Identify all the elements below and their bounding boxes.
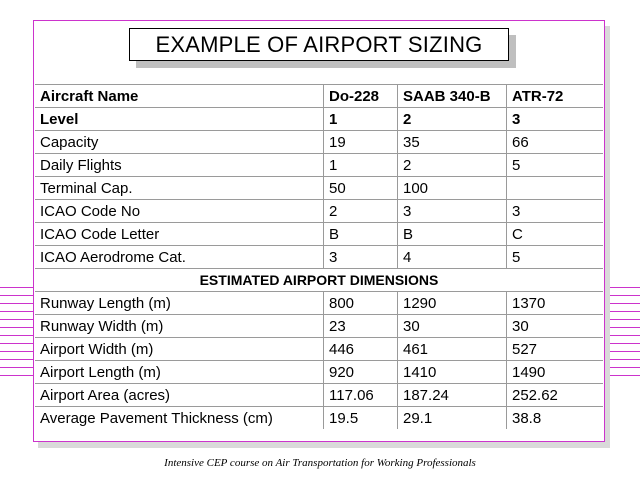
table-row	[35, 338, 603, 361]
cell-value: 800	[324, 292, 398, 315]
row-label: Average Pavement Thickness (cm)	[35, 407, 324, 430]
row-label: Capacity	[35, 131, 324, 154]
cell-value: 1370	[507, 292, 604, 315]
row-label: ICAO Aerodrome Cat.	[35, 246, 324, 269]
cell-value: 2	[398, 154, 507, 177]
cell-value: 1490	[507, 361, 604, 384]
table-row	[35, 131, 603, 154]
table-row	[35, 108, 603, 131]
slide-title: EXAMPLE OF AIRPORT SIZING	[129, 28, 509, 61]
table-row	[35, 407, 603, 430]
cell-value: 5	[507, 246, 604, 269]
table-row	[35, 177, 603, 200]
table-row	[35, 223, 603, 246]
cell-value: 4	[398, 246, 507, 269]
cell-value: 35	[398, 131, 507, 154]
cell-value: 100	[398, 177, 507, 200]
cell-value: 3	[507, 200, 604, 223]
cell-value: 3	[398, 200, 507, 223]
row-label: ICAO Code Letter	[35, 223, 324, 246]
cell-value: 1	[324, 108, 398, 131]
row-label: Runway Width (m)	[35, 315, 324, 338]
cell-value: 2	[324, 200, 398, 223]
cell-value: 1410	[398, 361, 507, 384]
cell-value: 527	[507, 338, 604, 361]
header-cell: Aircraft Name	[35, 85, 324, 108]
row-label: ICAO Code No	[35, 200, 324, 223]
row-label: Airport Length (m)	[35, 361, 324, 384]
section-heading-row	[35, 269, 603, 292]
row-label: Terminal Cap.	[35, 177, 324, 200]
cell-value: 3	[507, 108, 604, 131]
row-label: Daily Flights	[35, 154, 324, 177]
table-header-row	[35, 85, 603, 108]
cell-value: 50	[324, 177, 398, 200]
table-row	[35, 246, 603, 269]
cell-value: 5	[507, 154, 604, 177]
cell-value: B	[398, 223, 507, 246]
cell-value: 30	[507, 315, 604, 338]
cell-value: 187.24	[398, 384, 507, 407]
cell-value: 19	[324, 131, 398, 154]
cell-value: 446	[324, 338, 398, 361]
airport-sizing-table	[35, 84, 603, 429]
table-row	[35, 200, 603, 223]
table-row	[35, 315, 603, 338]
row-label: Airport Width (m)	[35, 338, 324, 361]
table-row	[35, 361, 603, 384]
cell-value: 117.06	[324, 384, 398, 407]
cell-value: B	[324, 223, 398, 246]
header-cell: SAAB 340-B	[398, 85, 507, 108]
table-row	[35, 154, 603, 177]
table-row	[35, 292, 603, 315]
footer-caption: Intensive CEP course on Air Transportation for Working Professionals	[164, 457, 476, 469]
header-cell: Do-228	[324, 85, 398, 108]
decorative-lines-right	[610, 287, 640, 379]
row-label: Runway Length (m)	[35, 292, 324, 315]
cell-value: C	[507, 223, 604, 246]
row-label: Level	[35, 108, 324, 131]
cell-value: 3	[324, 246, 398, 269]
cell-value: 66	[507, 131, 604, 154]
section-heading: ESTIMATED AIRPORT DIMENSIONS	[35, 269, 603, 292]
cell-value: 461	[398, 338, 507, 361]
cell-value: 30	[398, 315, 507, 338]
cell-value: 2	[398, 108, 507, 131]
cell-value: 29.1	[398, 407, 507, 430]
cell-value: 920	[324, 361, 398, 384]
cell-value	[507, 177, 604, 200]
table-row	[35, 384, 603, 407]
cell-value: 1290	[398, 292, 507, 315]
header-cell: ATR-72	[507, 85, 604, 108]
cell-value: 19.5	[324, 407, 398, 430]
cell-value: 38.8	[512, 409, 542, 427]
row-label: Airport Area (acres)	[35, 384, 324, 407]
cell-value: 1	[324, 154, 398, 177]
decorative-lines-left	[0, 287, 34, 379]
cell-value: 23	[324, 315, 398, 338]
cell-value: 252.62	[507, 384, 604, 407]
